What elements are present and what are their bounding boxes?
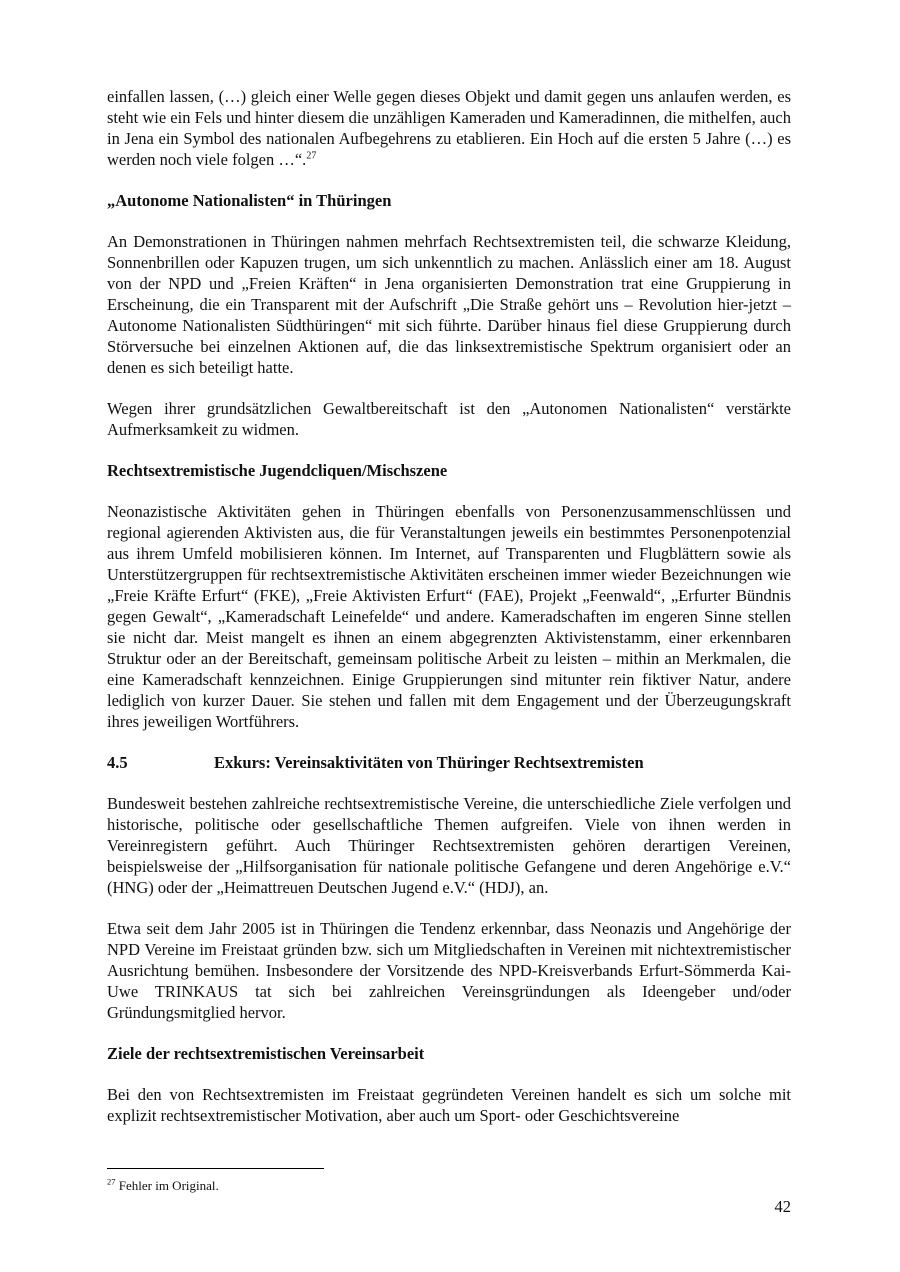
- heading-ziele-vereinsarbeit: Ziele der rechtsextremistischen Vereinsarbeit: [107, 1044, 425, 1063]
- document-body: [107, 86, 791, 1126]
- footnote-text: Fehler im Original.: [118, 1178, 219, 1193]
- section-heading-4-5: [107, 752, 791, 773]
- paragraph-seit-2005: Etwa seit dem Jahr 2005 ist in Thüringen die Tendenz erkennbar, dass Neonazis und Angehörige der NPD Vereine im Freistaat gründen bzw. sich um Mitgliedschaften in Vereinen mit nichtextremistischer Ausrichtung bemühen. Insbesondere der Vorsitzende des NPD-Kreisverbands Erfurt-Sömmerda Kai-Uwe TRINKAUS tat sich bei zahlreichen Vereinsgründungen als Ideengeber und/oder Gründungsmitglied hervor.: [107, 919, 791, 1022]
- footnote: [107, 1177, 791, 1194]
- section-title: Exkurs: Vereinsaktivitäten von Thüringer Rechtsextremisten: [214, 753, 644, 772]
- paragraph-bundesweit-vereine: Bundesweit bestehen zahlreiche rechtsextremistische Vereine, die unterschiedliche Ziele verfolgen und historische, politische oder gesellschaftliche Themen aufgreifen. Viele von ihnen werden in Vereinregistern geführt. Auch Thüringer Rechtsextremisten gehören derartigen Vereinen, beispielsweise der „Hilfsorganisation für nationale politische Gefangene und deren Angehörige e.V.“ (HNG) oder der „Heimattreuen Deutschen Jugend e.V.“ (HDJ), an.: [107, 794, 791, 897]
- paragraph-neonazistische-aktivitaeten: Neonazistische Aktivitäten gehen in Thüringen ebenfalls von Personenzusammenschlüssen und regional agierenden Aktivisten aus, die für Veranstaltungen jeweils ein bestimmtes Personenpotenzial aus ihrem Umfeld mobilisieren können. Im Internet, auf Transparenten und Flugblättern sowie als Unterstützergruppen für rechtsextremistische Aktivitäten erscheinen immer wieder Bezeichnungen wie „Freie Kräfte Erfurt“ (FKE), „Freie Aktivisten Erfurt“ (FAE), Projekt „Feenwald“, „Erfurter Bündnis gegen Gewalt“, „Kameradschaft Leinefelde“ und andere. Kameradschaften im engeren Sinne stellen sie nicht dar. Meist mangelt es ihnen an einem abgegrenzten Aktivistenstamm, einer erkennbaren Struktur oder an der Bereitschaft, gemeinsam politische Arbeit zu leisten – mithin an Merkmalen, die eine Kameradschaft kennzeichnen. Einige Gruppierungen sind mitunter rein fiktiver Natur, andere lediglich von kurzer Dauer. Sie stehen und fallen mit dem Engagement und der Überzeugungskraft ihres jeweiligen Wortführers.: [107, 502, 791, 731]
- paragraph-demonstrationen: An Demonstrationen in Thüringen nahmen mehrfach Rechtsextremisten teil, die schwarze Kleidung, Sonnenbrillen oder Kapuzen trugen, um sich unkenntlich zu machen. Anlässlich einer am 18. August von der NPD und „Freien Kräften“ in Jena organisierten Demonstration trat eine Gruppierung in Erscheinung, die ein Transparent mit der Aufschrift „Die Straße gehört uns – Revolution hier-jetzt – Autonome Nationalisten Südthüringen“ mit sich führte. Darüber hinaus fiel diese Gruppierung durch Störversuche bei einzelnen Aktionen auf, die das linksextremistische Spektrum organisiert oder an denen es sich beteiligt hatte.: [107, 232, 791, 377]
- footnote-separator: [107, 1168, 324, 1169]
- paragraph-vereine-freistaat: Bei den von Rechtsextremisten im Freistaat gegründeten Vereinen handelt es sich um solche mit explizit rechtsextremistischer Motivation, aber auch um Sport- oder Geschichtsvereine: [107, 1085, 791, 1125]
- footnote-ref-27[interactable]: 27: [306, 150, 317, 162]
- paragraph-gewaltbereitschaft: Wegen ihrer grundsätzlichen Gewaltbereitschaft ist den „Autonomen Nationalisten“ verstärkte Aufmerksamkeit zu widmen.: [107, 399, 791, 439]
- footnote-number: 27: [107, 1176, 116, 1187]
- section-number: 4.5: [107, 753, 128, 772]
- page-number: 42: [774, 1197, 791, 1216]
- paragraph-quote-ending: einfallen lassen, (…) gleich einer Welle gegen dieses Objekt und damit gegen uns anlaufen werden, es steht wie ein Fels und hinter diesem die unzähligen Kameraden und Kameradinnen, die mithelfen, auch in Jena ein Symbol des nationalen Aufbegehrens zu etablieren. Ein Hoch auf die ersten 5 Jahre (…) es werden noch viele folgen …“.$^{27}$: [107, 87, 791, 169]
- heading-autonome-nationalisten: „Autonome Nationalisten“ in Thüringen: [107, 191, 392, 210]
- heading-jugendcliquen-mischszene: Rechtsextremistische Jugendcliquen/Mischszene: [107, 461, 448, 480]
